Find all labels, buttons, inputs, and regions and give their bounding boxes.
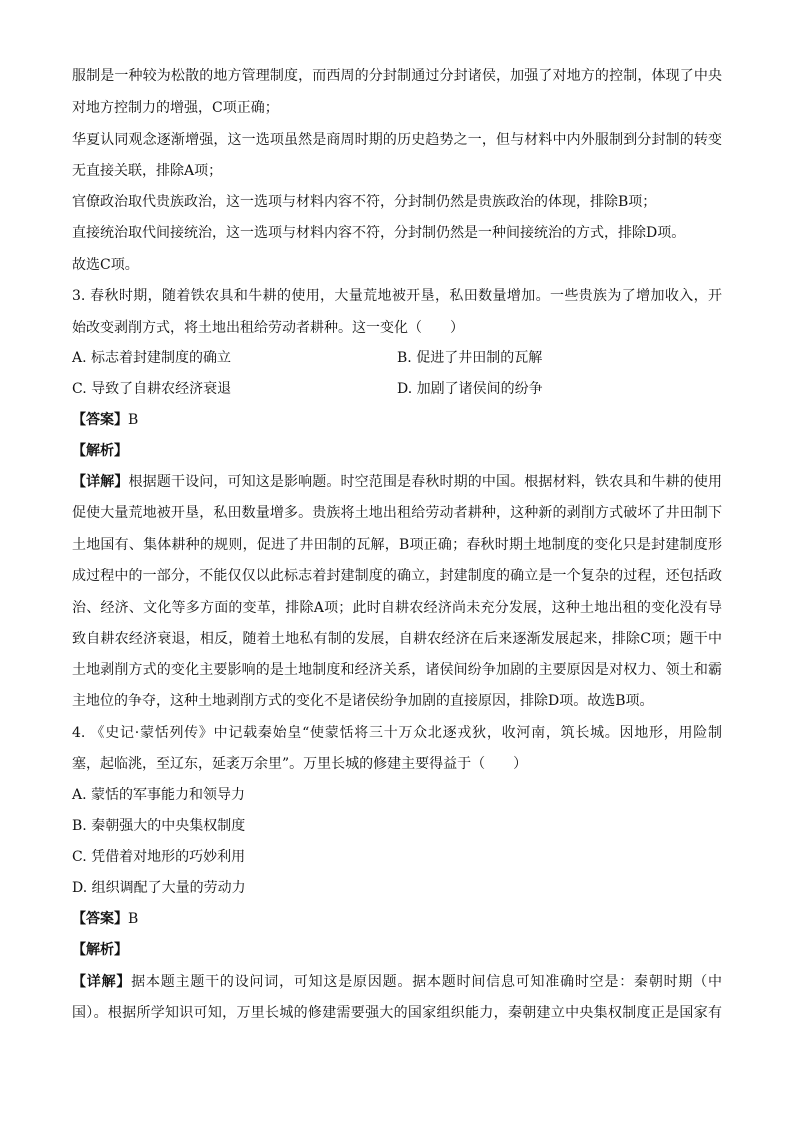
prev-explanation-line-4: 无直接关联，排除A项； [72, 163, 223, 179]
question-3-option-d: D. 加剧了诸侯间的纷争 [397, 381, 543, 397]
question-4-detail-line-1 [72, 972, 722, 992]
question-3-analysis-heading [72, 441, 722, 461]
prev-explanation-line-1: 服制是一种较为松散的地方管理制度，而西周的分封制通过分封诸侯，加强了对地方的控制，体现了中央 [72, 68, 722, 84]
question-4-answer [72, 909, 722, 929]
prev-explanation-line-2: 对地方控制力的增强，C项正确； [72, 100, 279, 116]
prev-explanation-line-3: 华夏认同观念逐渐增强，这一选项虽然是商周时期的历史趋势之一，但与材料中内外服制到分封制的转变 [72, 132, 722, 148]
question-3-option-b: B. 促进了井田制的瓦解 [397, 350, 543, 366]
question-4-stem-line-1: 4. 《史记·蒙恬列传》中记载秦始皇“使蒙恬将三十万众北逐戎狄，收河南，筑长城。因地形，用险制 [72, 725, 722, 741]
question-3-detail-line-3: 土地国有、集体耕种的规则，促进了井田制的瓦解，B项正确；春秋时期土地制度的变化只是封建制度形 [72, 537, 722, 553]
question-3-detail-line-6: 致自耕农经济衰退，相反，随着土地私有制的发展，自耕农经济在后来逐渐发展起来，排除C项；题干中 [72, 631, 722, 647]
analysis-tag: 【解析】 [72, 942, 128, 958]
prev-explanation-line-6: 直接统治取代间接统治，这一选项与材料内容不符，分封制仍然是一种间接统治的方式，排除D项。 [72, 225, 686, 241]
question-4-option-b: B. 秦朝强大的中央集权制度 [72, 818, 246, 834]
detail-text: 根据题干设问，可知这是影响题。时空范围是春秋时期的中国。根据材料，铁农具和牛耕的使用 [128, 474, 723, 490]
question-3-answer [72, 410, 722, 430]
question-3-detail-line-1 [72, 472, 722, 492]
analysis-tag: 【解析】 [72, 443, 128, 459]
question-4-analysis-heading [72, 940, 722, 960]
question-3-stem-line-1: 3. 春秋时期，随着铁农具和牛耕的使用，大量荒地被开垦，私田数量增加。一些贵族为了增加收入，开 [72, 288, 722, 304]
answer-tag: 【答案】 [72, 911, 128, 927]
detail-tag: 【详解】 [72, 474, 129, 490]
question-4-option-c: C. 凭借着对地形的巧妙利用 [72, 849, 246, 865]
question-4-detail-line-2: 国）。根据所学知识可知，万里长城的修建需要强大的国家组织能力，秦朝建立中央集权制度正是国家有 [72, 1005, 722, 1021]
question-3-detail-line-7: 土地剥削方式的变化主要影响的是土地制度和经济关系，诸侯间纷争加剧的主要原因是对权力、领土和霸 [72, 662, 722, 678]
answer-value: B [128, 412, 139, 428]
question-3-option-c: C. 导致了自耕农经济衰退 [72, 381, 232, 397]
question-4-option-a: A. 蒙恬的军事能力和领导力 [72, 787, 246, 803]
answer-tag: 【答案】 [72, 412, 128, 428]
prev-explanation-conclusion: 故选C项。 [72, 257, 139, 273]
question-4-stem-line-2: 塞，起临洮，至辽东，延袤万余里”。万里长城的修建主要得益于（ ） [72, 756, 528, 772]
question-3-option-a: A. 标志着封建制度的确立 [72, 350, 232, 366]
detail-tag: 【详解】 [72, 974, 132, 990]
question-4-option-d: D. 组织调配了大量的劳动力 [72, 880, 246, 896]
prev-explanation-line-5: 官僚政治取代贵族政治，这一选项与材料内容不符，分封制仍然是贵族政治的体现，排除B项； [72, 194, 657, 210]
question-3-stem-line-2: 始改变剥削方式，将土地出租给劳动者耕种。这一变化（ ） [72, 320, 464, 336]
question-3-detail-line-8: 主地位的争夺，这种土地剥削方式的变化不是诸侯纷争加剧的直接原因，排除D项。故选B项。 [72, 693, 654, 709]
detail-text: 据本题主题干的设问词，可知这是原因题。据本题时间信息可知准确时空是：秦朝时期（中 [131, 974, 723, 990]
question-3-detail-line-5: 治、经济、文化等多方面的变革，排除A项；此时自耕农经济尚未充分发展，这种土地出租的变化没有导 [72, 600, 722, 616]
question-3-detail-line-4: 成过程中的一部分，不能仅仅以此标志着封建制度的确立，封建制度的确立是一个复杂的过程，还包括政 [72, 568, 722, 584]
answer-value: B [128, 911, 139, 927]
question-3-detail-line-2: 促使大量荒地被开垦，私田数量增多。贵族将土地出租给劳动者耕种，这种新的剥削方式破坏了井田制下 [72, 505, 722, 521]
